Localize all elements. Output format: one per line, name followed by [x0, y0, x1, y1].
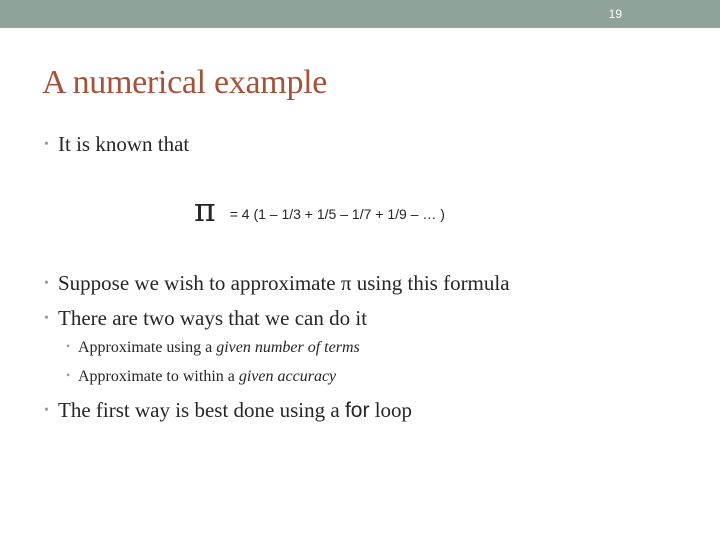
top-bar: [0, 0, 720, 28]
bullet-text: It is known that: [58, 132, 190, 156]
bullet-text-suffix: loop: [369, 398, 413, 422]
bullet-marker: •: [44, 403, 49, 418]
sub-bullet-emphasis: given accuracy: [238, 368, 337, 385]
sub-bullet-emphasis: given number of terms: [216, 339, 360, 356]
bullet-text: The first way is best done using a: [58, 398, 345, 422]
slide-title: A numerical example: [42, 64, 328, 101]
bullet-item: [44, 271, 510, 296]
sub-bullet-marker: •: [66, 339, 71, 353]
bullet-item: [44, 306, 367, 331]
bullet-marker: •: [44, 137, 49, 152]
bullet-marker: •: [44, 311, 49, 326]
formula-expression: = 4 (1 – 1/3 + 1/5 – 1/7 + 1/9 – … ): [229, 206, 445, 222]
sub-bullet-text: Approximate to within a: [78, 368, 239, 385]
pi-formula: [194, 190, 445, 229]
bullet-item: [44, 398, 412, 423]
code-keyword: for: [344, 399, 370, 422]
slide-number: 19: [608, 7, 622, 21]
pi-symbol: π: [194, 190, 216, 229]
bullet-text: There are two ways that we can do it: [58, 306, 368, 330]
bullet-marker: •: [44, 276, 49, 291]
sub-bullet-item: [66, 339, 360, 357]
sub-bullet-item: [66, 368, 336, 386]
bullet-text: Suppose we wish to approximate π using this formula: [58, 271, 510, 295]
bullet-item: [44, 132, 189, 157]
sub-bullet-marker: •: [66, 368, 71, 382]
sub-bullet-text: Approximate using a: [78, 339, 217, 356]
